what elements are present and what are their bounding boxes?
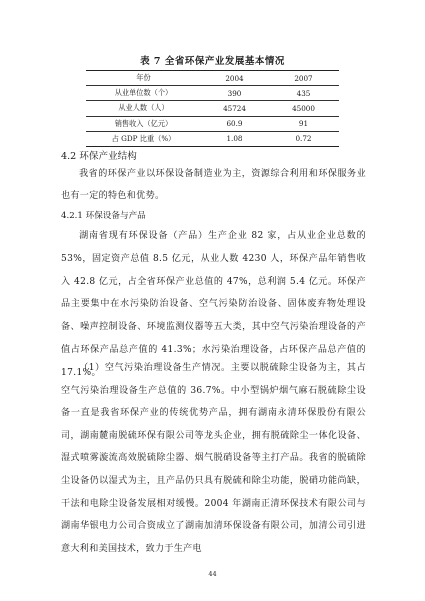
section-heading: 4.2 环保产业结构: [61, 151, 137, 162]
table-row: [86, 101, 339, 116]
table-cell: 45000: [268, 101, 339, 116]
table-cell: 从业单位数（个）: [86, 86, 201, 101]
table-header-cell: 年份: [86, 71, 201, 86]
table-header-cell: 2007: [268, 71, 339, 86]
table-row: [86, 86, 339, 101]
table-header-row: [86, 71, 339, 86]
table-title: 表 7 全省环保产业发展基本情况: [140, 56, 285, 67]
table-cell: 0.72: [268, 131, 339, 146]
table-cell: 销售收入（亿元）: [86, 116, 201, 131]
table-header-cell: 2004: [201, 71, 268, 86]
table-row: [86, 116, 339, 131]
table-cell: 1.08: [201, 131, 268, 146]
page-number: 44: [208, 570, 217, 578]
table-cell: 91: [268, 116, 339, 131]
industry-stats-table: [86, 70, 339, 147]
table-cell: 45724: [201, 101, 268, 116]
table-cell: 390: [201, 86, 268, 101]
table-cell: 435: [268, 86, 339, 101]
table-cell: 从业人数（人）: [86, 101, 201, 116]
table-cell: 60.9: [201, 116, 268, 131]
table-cell: 占 GDP 比重（%）: [86, 131, 201, 146]
section-intro-paragraph: 我省的环保产业以环保设备制造业为主，资源综合利用和环保服务业也有一定的特色和优势。: [61, 169, 366, 201]
air-pollution-paragraph: （1）空气污染治理设备生产情况。主要以脱硫除尘设备为主，其占空气污染治理设备生产总值的 36.7%。中小型锅炉烟气麻石脱硫除尘设备一直是我省环保产业的传统优势产品，拥有湖南永清环保股份有限公司，湖南麓南脱硫环保有限公司等龙头企业，拥有脱硫除尘一体化设备、湿式喷雾漩流高效脱硫除尘器、烟气脱硝设备等主打产品。我省的脱硫除尘设备仍以湿式为主，且产品仍只具有脱硫和除尘功能，脱硝功能尚缺，干法和电除尘设备发展相对缓慢。2004 年湖南正清环保技术有限公司与湖南华银电力公司合资成立了湖南加清环保设备有限公司，加清公司引进意大利和美国技术，致力于生产电: [61, 363, 366, 554]
subsection-heading: 4.2.1 环保设备与产品: [61, 211, 146, 221]
equipment-paragraph: 湖南省现有环保设备（产品）生产企业 82 家，占从业企业总数的 53%，固定资产总值 8.5 亿元，从业人数 4230 人，环保产品年销售收入 42.8 亿元，占全省环保产业总值的 47%，总利润 5.4 亿元。环保产品主要集中在水污染防治设备、空气污染防治设备、固体废弃物处理设备、噪声控制设备、环境监测仪器等五大类，其中空气污染治理设备的产值占环保产品总产值的 41.3%；水污染治理设备，占环保产品总产值的 17.1%。: [61, 231, 366, 378]
table-row: [86, 131, 339, 146]
